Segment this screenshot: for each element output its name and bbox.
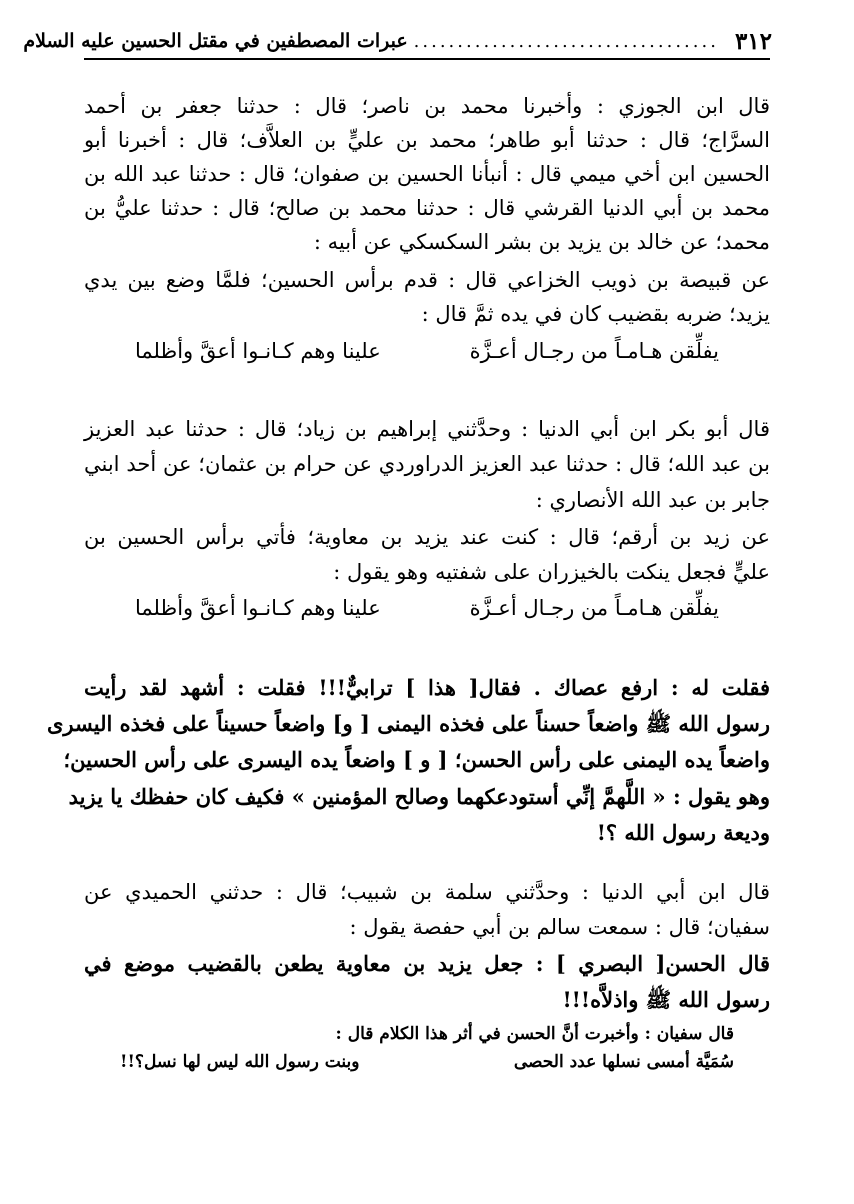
paragraph-line: وديعة رسول الله ؟! — [596, 820, 770, 845]
paragraph-line: قال أبو بكر ابن أبي الدنيا : وحدَّثني إبراهيم بن زياد؛ قال : حدثنا عبد العزيز — [84, 417, 770, 441]
footnote-intro: قال سفيان : وأخبرت أنَّ الحسن في أثر هذا الكلام قال : — [335, 1024, 734, 1044]
paragraph-line: قال ابن أبي الدنيا : وحدَّثني سلمة بن شبيب؛ قال : حدثني الحميدي عن — [84, 880, 770, 904]
paragraph-line: الحسين ابن أخي ميمي قال : أنبأنا الحسين بن صفوان؛ قال : حدثنا عبد الله بن — [84, 162, 770, 186]
verse-first-hemistich: يفلِّقن هـامـاً من رجـال أعـزَّة — [469, 339, 719, 363]
header-dots: ................................... — [413, 30, 719, 52]
verse-second-hemistich: علينا وهم كـانـوا أعقَّ وأظلما — [135, 339, 381, 363]
page-number: ٣١٢ — [734, 27, 772, 55]
paragraph-line: يزيد؛ ضربه بقضيب كان في يده ثمَّ قال : — [421, 302, 770, 326]
header-rule — [84, 58, 770, 60]
paragraph-line: رسول الله ﷺ واذلاَّه!!! — [562, 987, 770, 1012]
footnote-verse — [120, 1050, 734, 1076]
paragraph-line: السرَّاج؛ قال : حدثنا أبو طاهر؛ محمد بن عليٍّ بن العلاَّف؛ قال : أخبرنا أبو — [84, 128, 770, 152]
paragraph-line: رسول الله ﷺ واضعاً حسناً على فخذه اليمنى [ و] واضعاً حسيناً على فخذه اليسرى — [46, 711, 770, 736]
paragraph-line: قال ابن الجوزي : وأخبرنا محمد بن ناصر؛ قال : حدثنا جعفر بن أحمد — [84, 94, 770, 118]
paragraph-line: جابر بن عبد الله الأنصاري : — [535, 488, 770, 512]
verse-first-hemistich: سُمَيَّة أمسى نسلها عدد الحصى — [513, 1052, 734, 1072]
paragraph-line: بن عبد الله؛ قال : حدثنا عبد العزيز الدراوردي عن حرام بن عثمان؛ عن أحد ابني — [84, 452, 770, 476]
poetry-verse — [135, 335, 719, 369]
paragraph-line: عن زيد بن أرقم؛ قال : كنت عند يزيد بن معاوية؛ فأتي برأس الحسين بن — [84, 525, 770, 549]
paragraph-line: فقلت له : ارفع عصاك . فقال[ هذا ] ترابيٌّ!!! فقلت : أشهد لقد رأيت — [84, 675, 770, 700]
paragraph-line: واضعاً يده اليمنى على رأس الحسن؛ [ و ] واضعاً يده اليسرى على رأس الحسين؛ — [63, 747, 770, 772]
paragraph-line: قال الحسن[ البصري ] : جعل يزيد بن معاوية يطعن بالقضيب موضع في — [84, 951, 770, 976]
page-header — [23, 26, 772, 56]
paragraph-line: عن قبيصة بن ذويب الخزاعي قال : قدم برأس الحسين؛ فلمَّا وضع بين يدي — [84, 268, 770, 292]
verse-first-hemistich: يفلِّقن هـامـاً من رجـال أعـزَّة — [469, 596, 719, 620]
paragraph-line: سفيان؛ قال : سمعت سالم بن أبي حفصة يقول : — [349, 915, 770, 939]
poetry-verse — [135, 592, 719, 626]
paragraph-line: محمد بن أبي الدنيا القرشي قال : حدثنا محمد بن صالح؛ قال : حدثنا عليُّ بن — [84, 196, 770, 220]
verse-second-hemistich: علينا وهم كـانـوا أعقَّ وأظلما — [135, 596, 381, 620]
verse-second-hemistich: وبنت رسول الله ليس لها نسل؟!! — [120, 1052, 360, 1072]
paragraph-line: وهو يقول : « اللَّهمَّ إنِّي أستودعكهما وصالح المؤمنين » فكيف كان حفظك يا يزيد — [68, 784, 770, 809]
paragraph-line: محمد؛ عن خالد بن يزيد بن بشر السكسكي عن أبيه : — [313, 230, 770, 254]
running-title: عبرات المصطفين في مقتل الحسين عليه السلام — [23, 30, 408, 52]
paragraph-line: عليٍّ فجعل ينكت بالخيزران على شفتيه وهو يقول : — [333, 560, 770, 584]
